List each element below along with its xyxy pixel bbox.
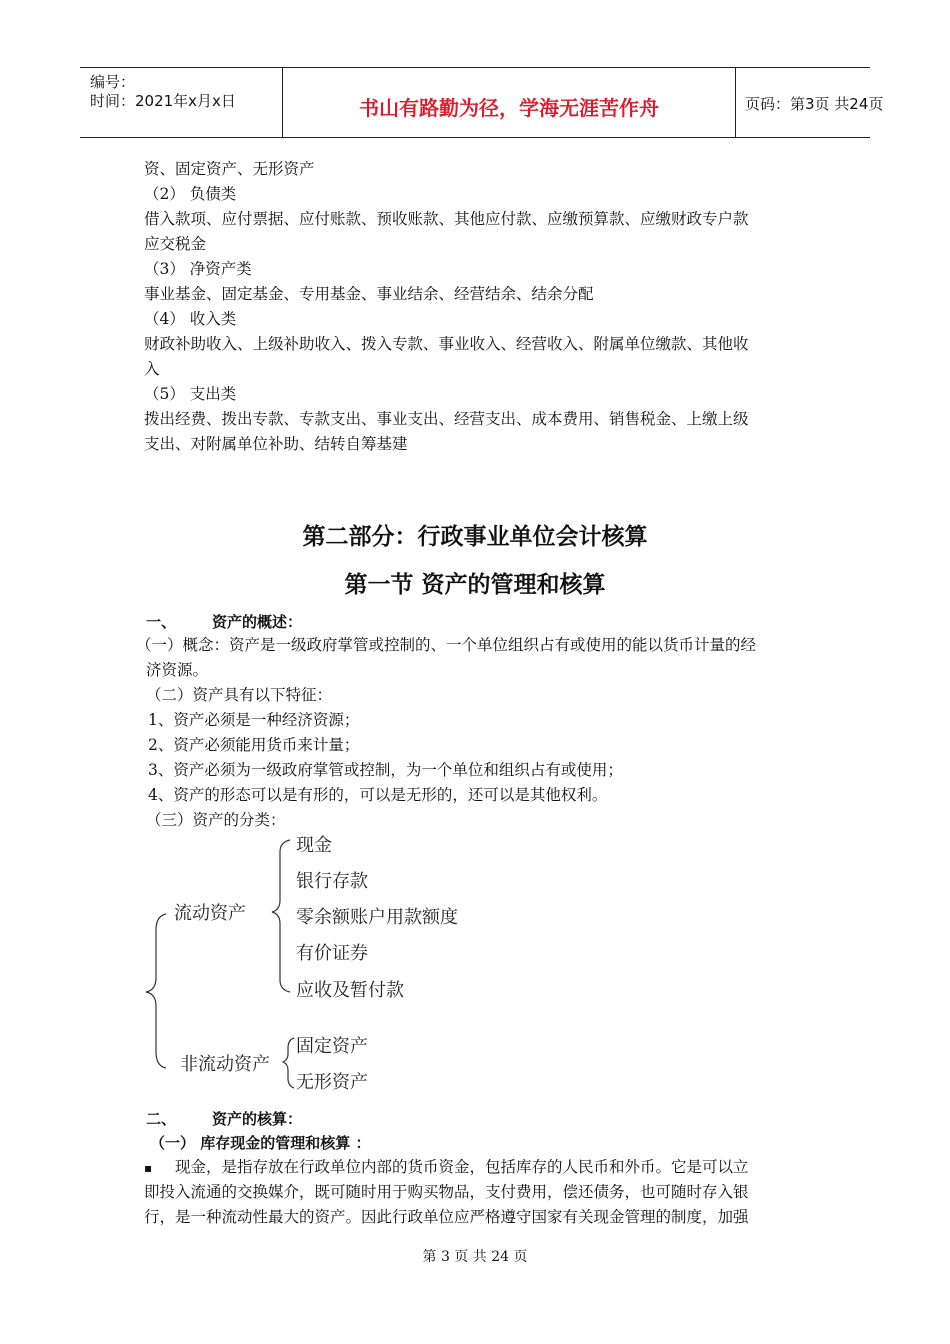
tree-item: 零余额账户用款额度 — [296, 907, 458, 928]
tree-noncurrent-assets: 非流动资产 — [180, 1054, 270, 1075]
category-title: （3） 净资产类 — [144, 260, 252, 278]
category-title: （5） 支出类 — [144, 385, 237, 403]
heading-number: 一、 — [146, 613, 177, 631]
tree-item: 应收及暂付款 — [296, 980, 404, 1001]
text-line: 支出、对附属单位补助、结转自筹基建 — [144, 435, 408, 453]
page-indicator: 页码：第3页 共24页 — [745, 95, 884, 113]
category-title: （2） 负债类 — [144, 185, 237, 203]
text-line: 应交税金 — [144, 235, 207, 253]
text-line: 拨出经费、拨出专款、专款支出、事业支出、经营支出、成本费用、销售税金、上缴上级 — [144, 410, 749, 428]
heading-number: 二、 — [146, 1110, 177, 1128]
tree-item: 银行存款 — [296, 871, 368, 892]
list-item: 3、资产必须为一级政府掌管或控制，为一个单位和组织占有或使用； — [148, 761, 623, 779]
tree-item: 固定资产 — [296, 1036, 368, 1057]
motto: 书山有路勤为径，学海无涯苦作舟 — [359, 96, 659, 120]
text-line: 财政补助收入、上级补助收入、拨入专款、事业收入、经营收入、附属单位缴款、其他收 — [144, 335, 749, 353]
list-item: 1、资产必须是一种经济资源； — [148, 711, 360, 729]
paragraph-line: 行，是一种流动性最大的资产。因此行政单位应严格遵守国家有关现金管理的制度，加强 — [144, 1208, 749, 1226]
tree-item: 无形资产 — [296, 1072, 368, 1093]
text-line: （三）资产的分类： — [146, 811, 286, 829]
text-line: 事业基金、固定基金、专用基金、事业结余、经营结余、结余分配 — [144, 285, 594, 303]
date-label: 时间：2021年x月x日 — [90, 92, 236, 110]
part-title: 第二部分：行政事业单位会计核算 — [302, 524, 648, 550]
text-line: 借入款项、应付票据、应付账款、预收账款、其他应付款、应缴预算款、应缴财政专户款 — [144, 210, 749, 228]
list-item: 4、资产的形态可以是有形的，可以是无形的，还可以是其他权利。 — [148, 786, 608, 804]
heading-text: 资产的核算： — [212, 1110, 303, 1128]
heading-text: 资产的概述： — [212, 613, 303, 631]
noncurrent-brace — [283, 1038, 294, 1088]
text-line: 资、固定资产、无形资产 — [144, 160, 315, 178]
page-footer: 第 3 页 共 24 页 — [422, 1249, 528, 1265]
list-item: 2、资产必须能用货币来计量； — [148, 736, 360, 754]
bullet-icon: ▪ — [144, 1161, 153, 1175]
subheading: （一） 库存现金的管理和核算 ： — [150, 1134, 371, 1152]
tree-current-assets: 流动资产 — [174, 903, 246, 924]
category-title: （4） 收入类 — [144, 310, 237, 328]
code-label: 编号： — [90, 73, 136, 91]
text-line: （一）概念：资产是一级政府掌管或控制的、一个单位组织占有或使用的能以货币计量的经 — [136, 636, 757, 654]
text-line: （二）资产具有以下特征： — [146, 686, 333, 704]
text-line: 入 — [144, 360, 160, 378]
tree-item: 有价证券 — [296, 943, 368, 964]
text-line: 济资源。 — [146, 661, 209, 679]
tree-item: 现金 — [296, 835, 332, 856]
outer-brace — [146, 914, 166, 1068]
section-title: 第一节 资产的管理和核算 — [344, 572, 606, 598]
paragraph-line: 现金，是指存放在行政单位内部的货币资金，包括库存的人民币和外币。它是可以立 — [175, 1158, 749, 1176]
paragraph-line: 即投入流通的交换媒介，既可随时用于购买物品，支付费用，偿还债务，也可随时存入银 — [144, 1183, 749, 1201]
current-brace — [272, 840, 290, 992]
